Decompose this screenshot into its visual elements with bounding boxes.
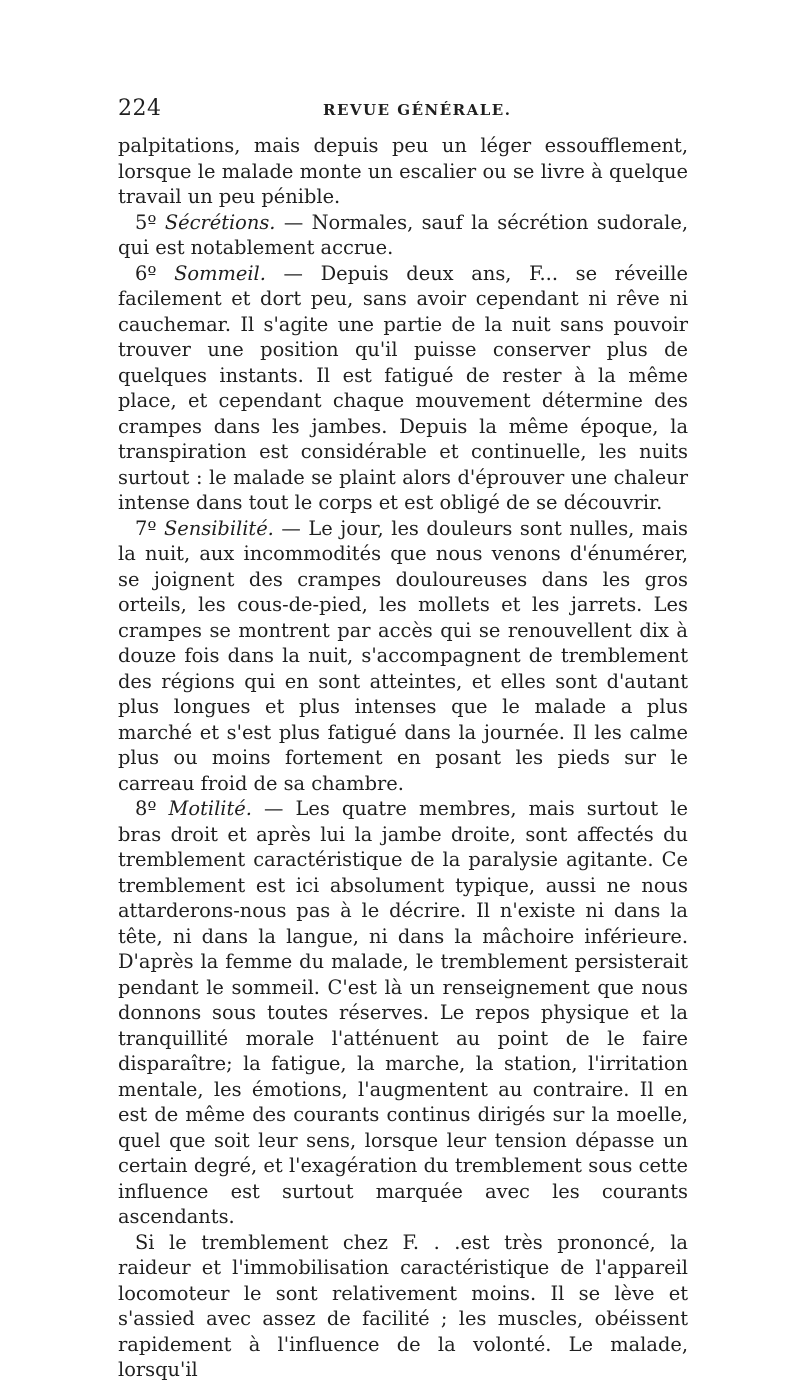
body-text [118,133,688,1383]
section-number: 5º [135,210,165,234]
paragraph-text: — Les quatre membres, mais surtout le bras droit et après lui la jambe droite, sont affectés du tremblement caractéristique de la paralysie agitante. Ce tremblement est ici absolument typique, aussi ne nous attarderons-nous pas à le décrire. Il n'existe ni dans la tête, ni dans la langue, ni dans la mâchoire inférieure. D'après la femme du malade, le tremblement persisterait pendant le sommeil. C'est là un renseignement que nous donnons sous toutes réserves. Le repos physique et la tranquillité morale l'atténuent au point de le faire disparaître; la fatigue, la marche, la station, l'irritation mentale, les émotions, l'augmentent au contraire. Il en est de même des courants continus dirigés sur la moelle, quel que soit leur sens, lorsque leur tension dépasse un certain degré, et l'exagération du tremblement sous cette influence est surtout marquée avec les courants ascendants. [118,797,688,1228]
paragraph-sensibilite [118,516,688,797]
section-number: 7º [135,516,164,540]
section-heading: Sommeil. [174,261,266,285]
section-heading: Sensibilité. [164,516,274,540]
paragraph-text: Si le tremblement chez F. . .est très prononcé, la raideur et l'immobilisation caractéristique de l'appareil locomoteur le sont relativement moins. Il se lève et s'assied avec assez de facilité ; les muscles, obéissent rapidement à l'influence de la volonté. Le malade, lorsqu'il [118,1230,688,1381]
section-number: 8º [135,797,169,820]
section-number: 6º [135,261,175,285]
paragraph-secretions [118,210,688,261]
section-heading: Sécrétions. [164,210,276,234]
section-heading: Motilité. [168,797,252,820]
paragraph-text: — Depuis deux ans, F... se réveille facilement et dort peu, sans avoir cependant ni rêve ni cauchemar. Il s'agite une partie de la nuit sans pouvoir trouver une position qu'il puisse conserver plus de quelques instants. Il est fatigué de rester à la même place, et cependant chaque mouvement détermine des crampes dans les jambes. Depuis la même époque, la transpiration est considérable et continuelle, les nuits surtout : le malade se plaint alors d'éprouver une chaleur intense dans tout le corps et est obligé de se découvrir. [118,261,688,514]
paragraph-tremblement [118,1230,688,1383]
paragraph-text: — Normales, sauf la sécrétion sudorale, qui est notablement accrue. [118,210,688,259]
paragraph-text: — Le jour, les douleurs sont nulles, mais la nuit, aux incommodités que nous venons d'énumérer, se joignent des crampes douloureuses dans les gros orteils, les cous-de-pied, les mollets et les jarrets. Les crampes se montrent par accès qui se renouvellent dix à douze fois dans la nuit, s'accompagnent de tremblement des régions qui en sont atteintes, et elles sont d'autant plus longues et plus intenses que le malade a plus marché et s'est plus fatigué dans la journée. Il les calme plus ou moins fortement en posant les pieds sur le carreau froid de sa chambre. [118,516,688,795]
paragraph-continuation [118,133,688,210]
paragraph-sommeil [118,261,688,516]
paragraph-text: palpitations, mais depuis peu un léger essoufflement, lorsque le malade monte un escalier ou se livre à quelque travail un peu pénible. [118,134,688,208]
page-header [118,96,688,121]
running-title: REVUE GÉNÉRALE. [323,101,512,119]
page-number: 224 [118,96,162,121]
paragraph-motilite [118,796,688,1230]
